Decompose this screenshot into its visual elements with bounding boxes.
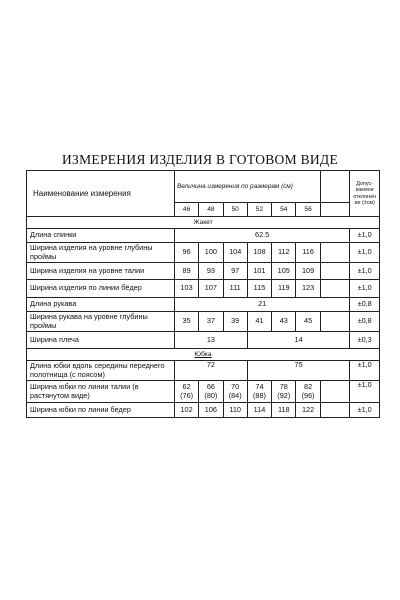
- row-value: 78 (92): [272, 381, 296, 403]
- row-tolerance: ±1,0: [350, 243, 380, 263]
- section-jacket: Жакет: [27, 217, 380, 229]
- row-value: 45: [296, 312, 320, 332]
- row-tolerance: ±1,0: [350, 361, 380, 381]
- row-value: 115: [247, 280, 271, 298]
- section-row-skirt: [27, 349, 380, 361]
- row-value: 43: [272, 312, 296, 332]
- header-row: [27, 171, 380, 203]
- table-row: [27, 381, 380, 403]
- size-50: 50: [223, 203, 247, 217]
- row-tolerance: ±1,0: [350, 381, 380, 403]
- row-value: 93: [199, 263, 223, 280]
- row-value: 101: [247, 263, 271, 280]
- row-tolerance: ±1,0: [350, 403, 380, 418]
- row-value: 62.5: [174, 229, 349, 243]
- row-value: 13: [174, 332, 247, 349]
- row-value: 39: [223, 312, 247, 332]
- row-label: Ширина изделия по линии бёдер: [27, 280, 175, 298]
- row-value: 82 (96): [296, 381, 320, 403]
- row-value: 74 (88): [247, 381, 271, 403]
- row-value: 122: [296, 403, 320, 418]
- row-label: Длина юбки вдоль середины переднего полотнища (с поясом): [27, 361, 175, 381]
- row-value: 114: [247, 403, 271, 418]
- row-value: 62 (76): [174, 381, 198, 403]
- row-label: Ширина юбки по линии бедер: [27, 403, 175, 418]
- row-value: 123: [296, 280, 320, 298]
- row-value: 102: [174, 403, 198, 418]
- row-tolerance: ±0,8: [350, 312, 380, 332]
- row-value: 118: [272, 403, 296, 418]
- page-title: ИЗМЕРЕНИЯ ИЗДЕЛИЯ В ГОТОВОМ ВИДЕ: [61, 152, 338, 167]
- row-value: 106: [199, 403, 223, 418]
- row-value: 116: [296, 243, 320, 263]
- table-row: [27, 280, 380, 298]
- row-tolerance: ±1,0: [350, 229, 380, 243]
- table-row: [27, 298, 380, 312]
- row-value: 105: [272, 263, 296, 280]
- row-label: Ширина изделия на уровне талии: [27, 263, 175, 280]
- row-value: 110: [223, 403, 247, 418]
- measure-column-header: Величина измерения по размерам (см): [174, 171, 320, 203]
- name-column-header: Наименование измерения: [27, 171, 175, 217]
- table-row: [27, 263, 380, 280]
- row-value: 97: [223, 263, 247, 280]
- row-value: 75: [247, 361, 350, 381]
- measurements-table: [26, 170, 380, 418]
- row-value: 112: [272, 243, 296, 263]
- table-row: [27, 312, 380, 332]
- row-value: 41: [247, 312, 271, 332]
- row-value: 66 (80): [199, 381, 223, 403]
- table-row: [27, 229, 380, 243]
- row-tolerance: ±0,8: [350, 298, 380, 312]
- table-row: [27, 361, 380, 381]
- size-48: 48: [199, 203, 223, 217]
- row-value: 109: [296, 263, 320, 280]
- row-label: Ширина юбки по линии талии (в растянутом виде): [27, 381, 175, 403]
- row-value: 104: [223, 243, 247, 263]
- row-value: 14: [247, 332, 350, 349]
- size-46: 46: [174, 203, 198, 217]
- size-54: 54: [272, 203, 296, 217]
- size-52: 52: [247, 203, 271, 217]
- row-label: Ширина изделия на уровне глубины проймы: [27, 243, 175, 263]
- row-value: 37: [199, 312, 223, 332]
- row-value: 72: [174, 361, 247, 381]
- row-value: 119: [272, 280, 296, 298]
- size-56: 56: [296, 203, 320, 217]
- tolerance-column-header: Допус-каемое отклонен ие (±см): [350, 171, 380, 217]
- row-label: Ширина рукава на уровне глубины проймы: [27, 312, 175, 332]
- table-row: [27, 243, 380, 263]
- row-value: 107: [199, 280, 223, 298]
- table-row: [27, 403, 380, 418]
- row-value: 103: [174, 280, 198, 298]
- row-value: 111: [223, 280, 247, 298]
- row-tolerance: ±1,0: [350, 280, 380, 298]
- row-value: 100: [199, 243, 223, 263]
- row-value: 70 (84): [223, 381, 247, 403]
- row-label: Длина рукава: [27, 298, 175, 312]
- row-value: 89: [174, 263, 198, 280]
- row-label: Длина спинки: [27, 229, 175, 243]
- row-value: 108: [247, 243, 271, 263]
- row-value: 35: [174, 312, 198, 332]
- row-tolerance: ±1,0: [350, 263, 380, 280]
- section-skirt: Юбка: [194, 350, 212, 358]
- row-tolerance: ±0,3: [350, 332, 380, 349]
- row-label: Ширина плеча: [27, 332, 175, 349]
- row-value: 96: [174, 243, 198, 263]
- row-value: 21: [174, 298, 349, 312]
- section-row-jacket: [27, 217, 380, 229]
- table-row: [27, 332, 380, 349]
